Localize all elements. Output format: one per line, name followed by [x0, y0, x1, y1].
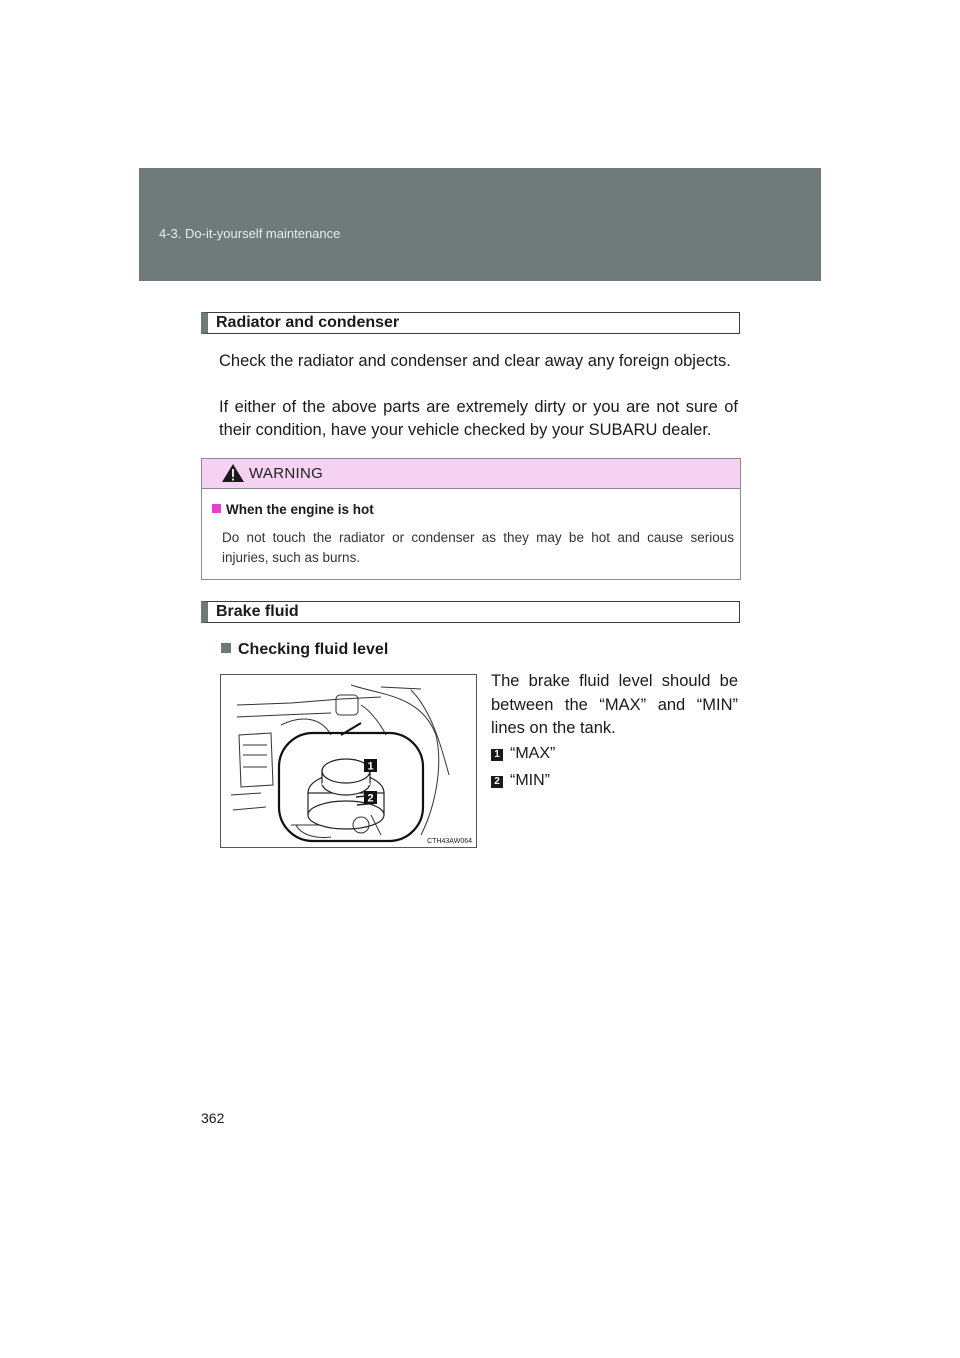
- header-band: [139, 168, 821, 281]
- checking-fluid-level-heading: Checking fluid level: [221, 641, 388, 659]
- legend-label: “MIN”: [510, 772, 550, 789]
- grey-square-bullet-icon: [221, 643, 231, 653]
- radiator-paragraph-1: Check the radiator and condenser and clear away any foreign objects.: [219, 352, 731, 370]
- legend-item-min: [491, 772, 550, 790]
- svg-text:1: 1: [367, 760, 374, 773]
- legend-label: “MAX”: [510, 745, 556, 762]
- svg-text:2: 2: [367, 792, 374, 805]
- warning-subtitle: When the engine is hot: [212, 502, 374, 517]
- section-title: 4-3. Do-it-yourself maintenance: [159, 226, 341, 241]
- brake-fluid-section-heading: Brake fluid: [201, 601, 740, 623]
- warning-title: WARNING: [249, 465, 324, 482]
- engine-bay-drawing: [221, 675, 476, 847]
- number-2-badge: 2: [491, 776, 503, 788]
- pink-square-bullet-icon: [212, 504, 221, 513]
- brake-fluid-reservoir-illustration: [220, 674, 477, 848]
- radiator-paragraph-2: If either of the above parts are extremely dirty or you are not sure of their condition, have your vehicle checked by your SUBARU dealer.: [219, 398, 738, 439]
- brake-fluid-description: The brake fluid level should be between the “MAX” and “MIN” lines on the tank.: [491, 672, 738, 737]
- warning-triangle-icon: [221, 463, 245, 483]
- figure-code: CTH43AW064: [427, 838, 472, 845]
- number-1-badge: 1: [491, 749, 503, 761]
- warning-box: [201, 458, 741, 580]
- warning-body: Do not touch the radiator or condenser as they may be hot and cause serious injuries, such as burns.: [222, 530, 734, 565]
- legend-item-max: [491, 745, 555, 763]
- page-number: 362: [201, 1110, 225, 1126]
- radiator-section-heading: Radiator and condenser: [201, 312, 740, 334]
- warning-header: [202, 459, 740, 489]
